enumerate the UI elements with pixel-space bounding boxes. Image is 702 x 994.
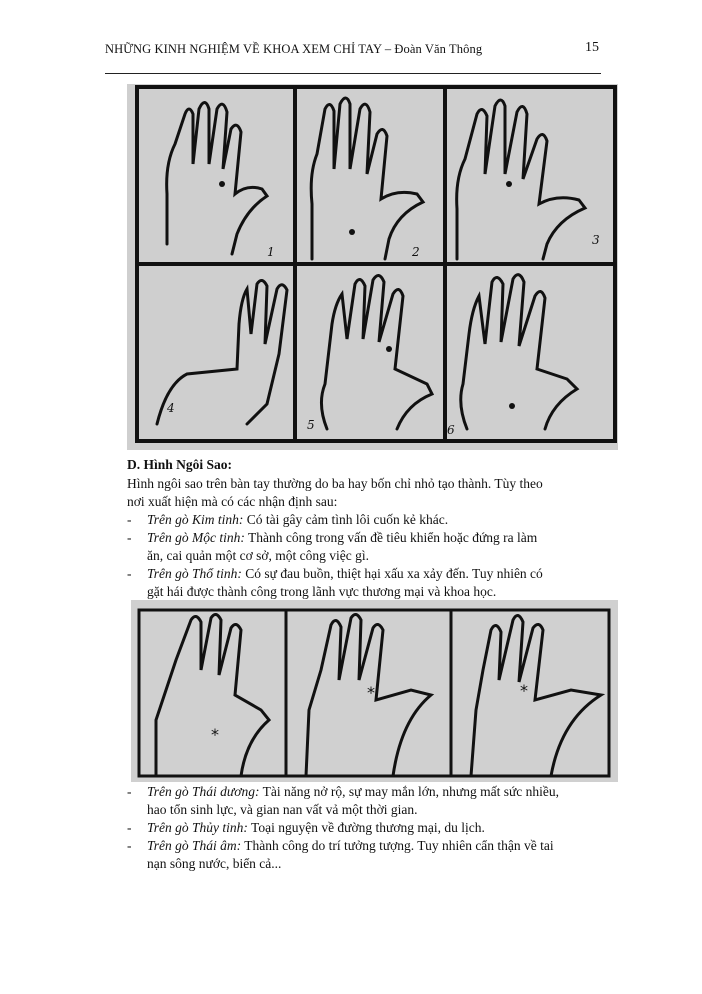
bullet-text: nạn sông nước, biển cả... <box>147 856 282 872</box>
bullet-term: Trên gò Thổ tinh: <box>147 566 242 581</box>
section-heading: D. Hình Ngôi Sao: <box>127 457 233 472</box>
bullet-term: Trên gò Thủy tinh: <box>147 820 248 835</box>
panel-label-6: 6 <box>447 423 455 437</box>
page-number: 15 <box>585 40 599 55</box>
bullet-term: Trên gò Thái âm: <box>147 838 242 853</box>
bullet-text: Có sự đau buồn, thiệt hại xấu xa xảy đến. Tuy nhiên có <box>245 566 543 581</box>
bullet-dash: - <box>127 512 132 527</box>
bullet-kim-tinh <box>127 511 599 529</box>
bullet-text: Thành công do trí tưởng tượng. Tuy nhiên cẩn thận về tai <box>244 838 554 853</box>
bullet-content <box>147 511 599 529</box>
intro-line: Hình ngôi sao trên bàn tay thường do ba hay bốn chỉ nhỏ tạo thành. Tùy theo <box>127 476 543 491</box>
bullet-text: Thành công trong vấn đề tiêu khiển hoặc đứng ra làm <box>248 530 538 545</box>
header-title: NHỮNG KINH NGHIỆM VỀ KHOA XEM CHỈ TAY – Đoàn Văn Thông <box>105 42 483 56</box>
bullet-text: hao tổn sinh lực, và gian nan vất vả một thời gian. <box>147 802 418 818</box>
header-rule <box>105 73 601 74</box>
panel-label-3: 3 <box>592 233 600 247</box>
intro-paragraph <box>127 475 599 511</box>
bullet-dash: - <box>127 838 132 853</box>
palm-figure-top-illustration <box>127 84 618 450</box>
svg-text:*: * <box>520 681 528 700</box>
bullet-text: Có tài gây cảm tình lôi cuốn kẻ khác. <box>246 512 449 527</box>
svg-text:*: * <box>211 725 219 744</box>
bullet-text: ăn, cai quản một cơ sở, một công việc gì. <box>147 548 369 564</box>
bullet-term: Trên gò Mộc tinh: <box>147 530 245 545</box>
bullet-thai-am <box>127 837 599 873</box>
bullet-content <box>147 783 599 819</box>
bullet-thai-duong <box>127 783 599 819</box>
palm-figure-bottom <box>131 600 618 782</box>
svg-text:*: * <box>367 683 375 702</box>
bullet-content <box>147 529 599 565</box>
bullet-moc-tinh <box>127 529 599 565</box>
intro-line: nơi xuất hiện mà có các nhận định sau: <box>127 494 338 510</box>
bullet-dash: - <box>127 530 132 545</box>
bullet-dash: - <box>127 566 132 581</box>
bullet-content <box>147 819 599 837</box>
bullet-text: Toại nguyện về đường thương mại, du lịch. <box>251 820 485 835</box>
page-header <box>105 38 601 66</box>
bullet-content <box>147 837 599 873</box>
bullet-content <box>147 565 599 601</box>
bullet-term: Trên gò Kim tinh: <box>147 512 244 527</box>
bullet-dash: - <box>127 784 132 799</box>
panel-label-2: 2 <box>412 245 420 259</box>
bullet-thuy-tinh <box>127 819 599 837</box>
palm-figure-bottom-illustration <box>131 600 618 782</box>
bullet-term: Trên gò Thái dương: <box>147 784 260 799</box>
panel-label-4: 4 <box>167 401 175 415</box>
bullet-dash: - <box>127 820 132 835</box>
bullet-text: gặt hái được thành công trong lãnh vực thương mại và khoa học. <box>147 584 497 600</box>
bullet-tho-tinh <box>127 565 599 601</box>
panel-label-1: 1 <box>267 245 275 259</box>
panel-label-5: 5 <box>307 418 315 432</box>
bullet-text: Tài năng nở rộ, sự may mắn lớn, nhưng mất sức nhiều, <box>262 784 560 799</box>
palm-figure-top <box>127 84 618 450</box>
